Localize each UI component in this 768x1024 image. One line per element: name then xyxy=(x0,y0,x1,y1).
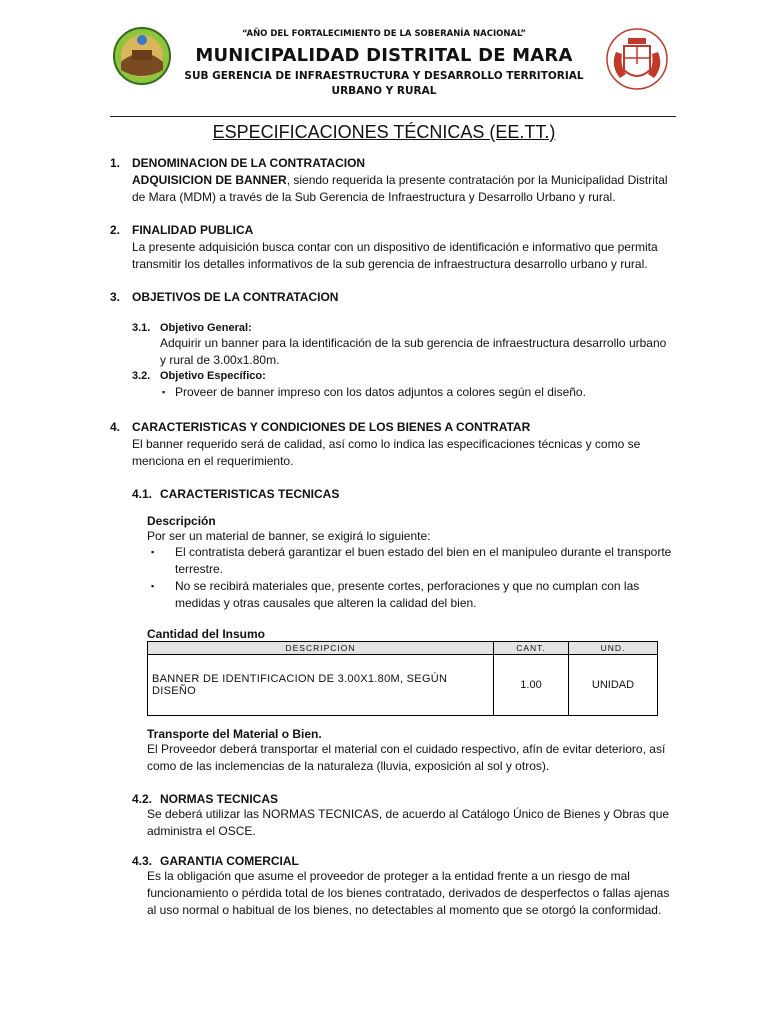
section-1-line-1 xyxy=(132,172,668,189)
section-4-3-line-1: Es la obligación que asume el proveedor de proteger a la entidad frente a un riesgo de mal xyxy=(147,869,630,883)
section-1-text: , siendo requerida la presente contratación por la Municipalidad Distrital xyxy=(286,173,668,187)
header-subtitle: SUB GERENCIA DE INFRAESTRUCTURA Y DESARROLLO TERRITORIAL xyxy=(184,70,584,82)
general-objective-line-2: y rural de 3.00x1.80m. xyxy=(160,353,280,367)
table-row xyxy=(148,655,658,716)
municipality-name: MUNICIPALIDAD DISTRITAL DE MARA xyxy=(195,45,573,66)
bullet-icon: ▪ xyxy=(151,547,155,557)
description-bullet-1-line-2: terrestre. xyxy=(175,562,224,576)
description-bullet-2-line-1: No se recibirá materiales que, presente cortes, perforaciones y que no cumplan con las xyxy=(175,579,640,593)
section-3-1-heading: Objetivo General: xyxy=(160,322,252,334)
section-4-line-2: menciona en el requerimiento. xyxy=(132,454,294,468)
header-slogan: “AÑO DEL FORTALECIMIENTO DE LA SOBERANÍA NACIONAL” xyxy=(242,29,526,39)
section-1-number: 1. xyxy=(110,156,121,170)
specific-objective-item: Proveer de banner impreso con los datos adjuntos a colores según el diseño. xyxy=(175,385,586,399)
section-1-heading: DENOMINACION DE LA CONTRATACION xyxy=(132,156,366,170)
table-cell-unit: UNIDAD xyxy=(569,655,658,716)
table-cell-description: BANNER DE IDENTIFICACION DE 3.00X1.80M, SEGÚN DISEÑO xyxy=(148,655,494,716)
quantity-table xyxy=(147,641,658,716)
header-subtitle-2: URBANO Y RURAL xyxy=(331,85,437,97)
table-header: DESCRIPCION xyxy=(148,642,494,655)
section-4-line-1: El banner requerido será de calidad, así como lo indica las especificaciones técnicas y como se xyxy=(132,437,641,451)
section-4-number: 4. xyxy=(110,420,121,434)
transport-line-2: como de las inclemencias de la naturaleza (lluvia, exposición al sol y otros). xyxy=(147,759,550,773)
description-intro: Por ser un material de banner, se exigirá lo siguiente: xyxy=(147,529,431,543)
section-4-2-line-1: Se deberá utilizar las NORMAS TECNICAS, de acuerdo al Catálogo Único de Bienes y Obras que xyxy=(147,807,670,821)
transport-line-1: El Proveedor deberá transportar el material con el cuidado respectivo, afín de evitar deterioro, así xyxy=(147,742,666,756)
bullet-icon: ▪ xyxy=(151,581,155,591)
section-3-number: 3. xyxy=(110,290,121,304)
table-header: CANT. xyxy=(494,642,569,655)
section-2-line-2: transmitir los detalles informativos de la sub gerencia de infraestructura desarrollo urbano y rural. xyxy=(132,257,648,271)
description-bullet-1-line-1: El contratista deberá garantizar el buen estado del bien en el manipuleo durante el transporte xyxy=(175,545,672,559)
section-3-2-heading: Objetivo Específico: xyxy=(160,370,266,382)
section-4-2-number: 4.2. xyxy=(132,792,153,806)
peru-coat-of-arms-seal xyxy=(606,24,668,94)
bullet-icon: ▪ xyxy=(162,387,166,397)
section-1-line-2: de Mara (MDM) a través de la Sub Gerencia de Infraestructura y Desarrollo Urbano y rural. xyxy=(132,190,616,204)
section-3-2-number: 3.2. xyxy=(132,370,151,382)
section-4-2-line-2: administra el OSCE. xyxy=(147,824,256,838)
transport-heading: Transporte del Material o Bien. xyxy=(147,727,322,741)
header-divider xyxy=(110,116,676,117)
document-title: ESPECIFICACIONES TÉCNICAS (EE.TT.) xyxy=(212,122,556,142)
quantity-heading: Cantidad del Insumo xyxy=(147,627,266,641)
table-header-row xyxy=(148,642,658,655)
section-4-heading: CARACTERISTICAS Y CONDICIONES DE LOS BIENES A CONTRATAR xyxy=(132,420,531,434)
section-2-number: 2. xyxy=(110,223,121,237)
table-header: UND. xyxy=(569,642,658,655)
section-4-1-number: 4.1. xyxy=(132,487,153,501)
section-2-heading: FINALIDAD PUBLICA xyxy=(132,223,254,237)
section-2-line-1: La presente adquisición busca contar con un dispositivo de identificación e informativo que permita xyxy=(132,240,658,254)
section-3-1-number: 3.1. xyxy=(132,322,151,334)
section-4-2-heading: NORMAS TECNICAS xyxy=(160,792,279,806)
section-1-lead: ADQUISICION DE BANNER xyxy=(132,173,287,187)
section-4-3-heading: GARANTIA COMERCIAL xyxy=(160,854,299,868)
description-heading: Descripción xyxy=(147,514,216,528)
description-bullet-2-line-2: medidas y otras causales que alteren la calidad del bien. xyxy=(175,596,477,610)
general-objective-line-1: Adquirir un banner para la identificación de la sub gerencia de infraestructura desarrollo urbano xyxy=(160,336,667,350)
section-4-1-heading: CARACTERISTICAS TECNICAS xyxy=(160,487,340,501)
section-4-3-line-3: al uso normal o habitual de los bienes, no detectables al momento que se otorgó la conformidad. xyxy=(147,903,662,917)
section-3-heading: OBJETIVOS DE LA CONTRATACION xyxy=(132,290,339,304)
section-4-3-line-2: funcionamiento o pérdida total de los bienes contratado, derivados de desperfectos o fallas ajenas xyxy=(147,886,670,900)
section-4-3-number: 4.3. xyxy=(132,854,153,868)
table-cell-quantity: 1.00 xyxy=(494,655,569,716)
